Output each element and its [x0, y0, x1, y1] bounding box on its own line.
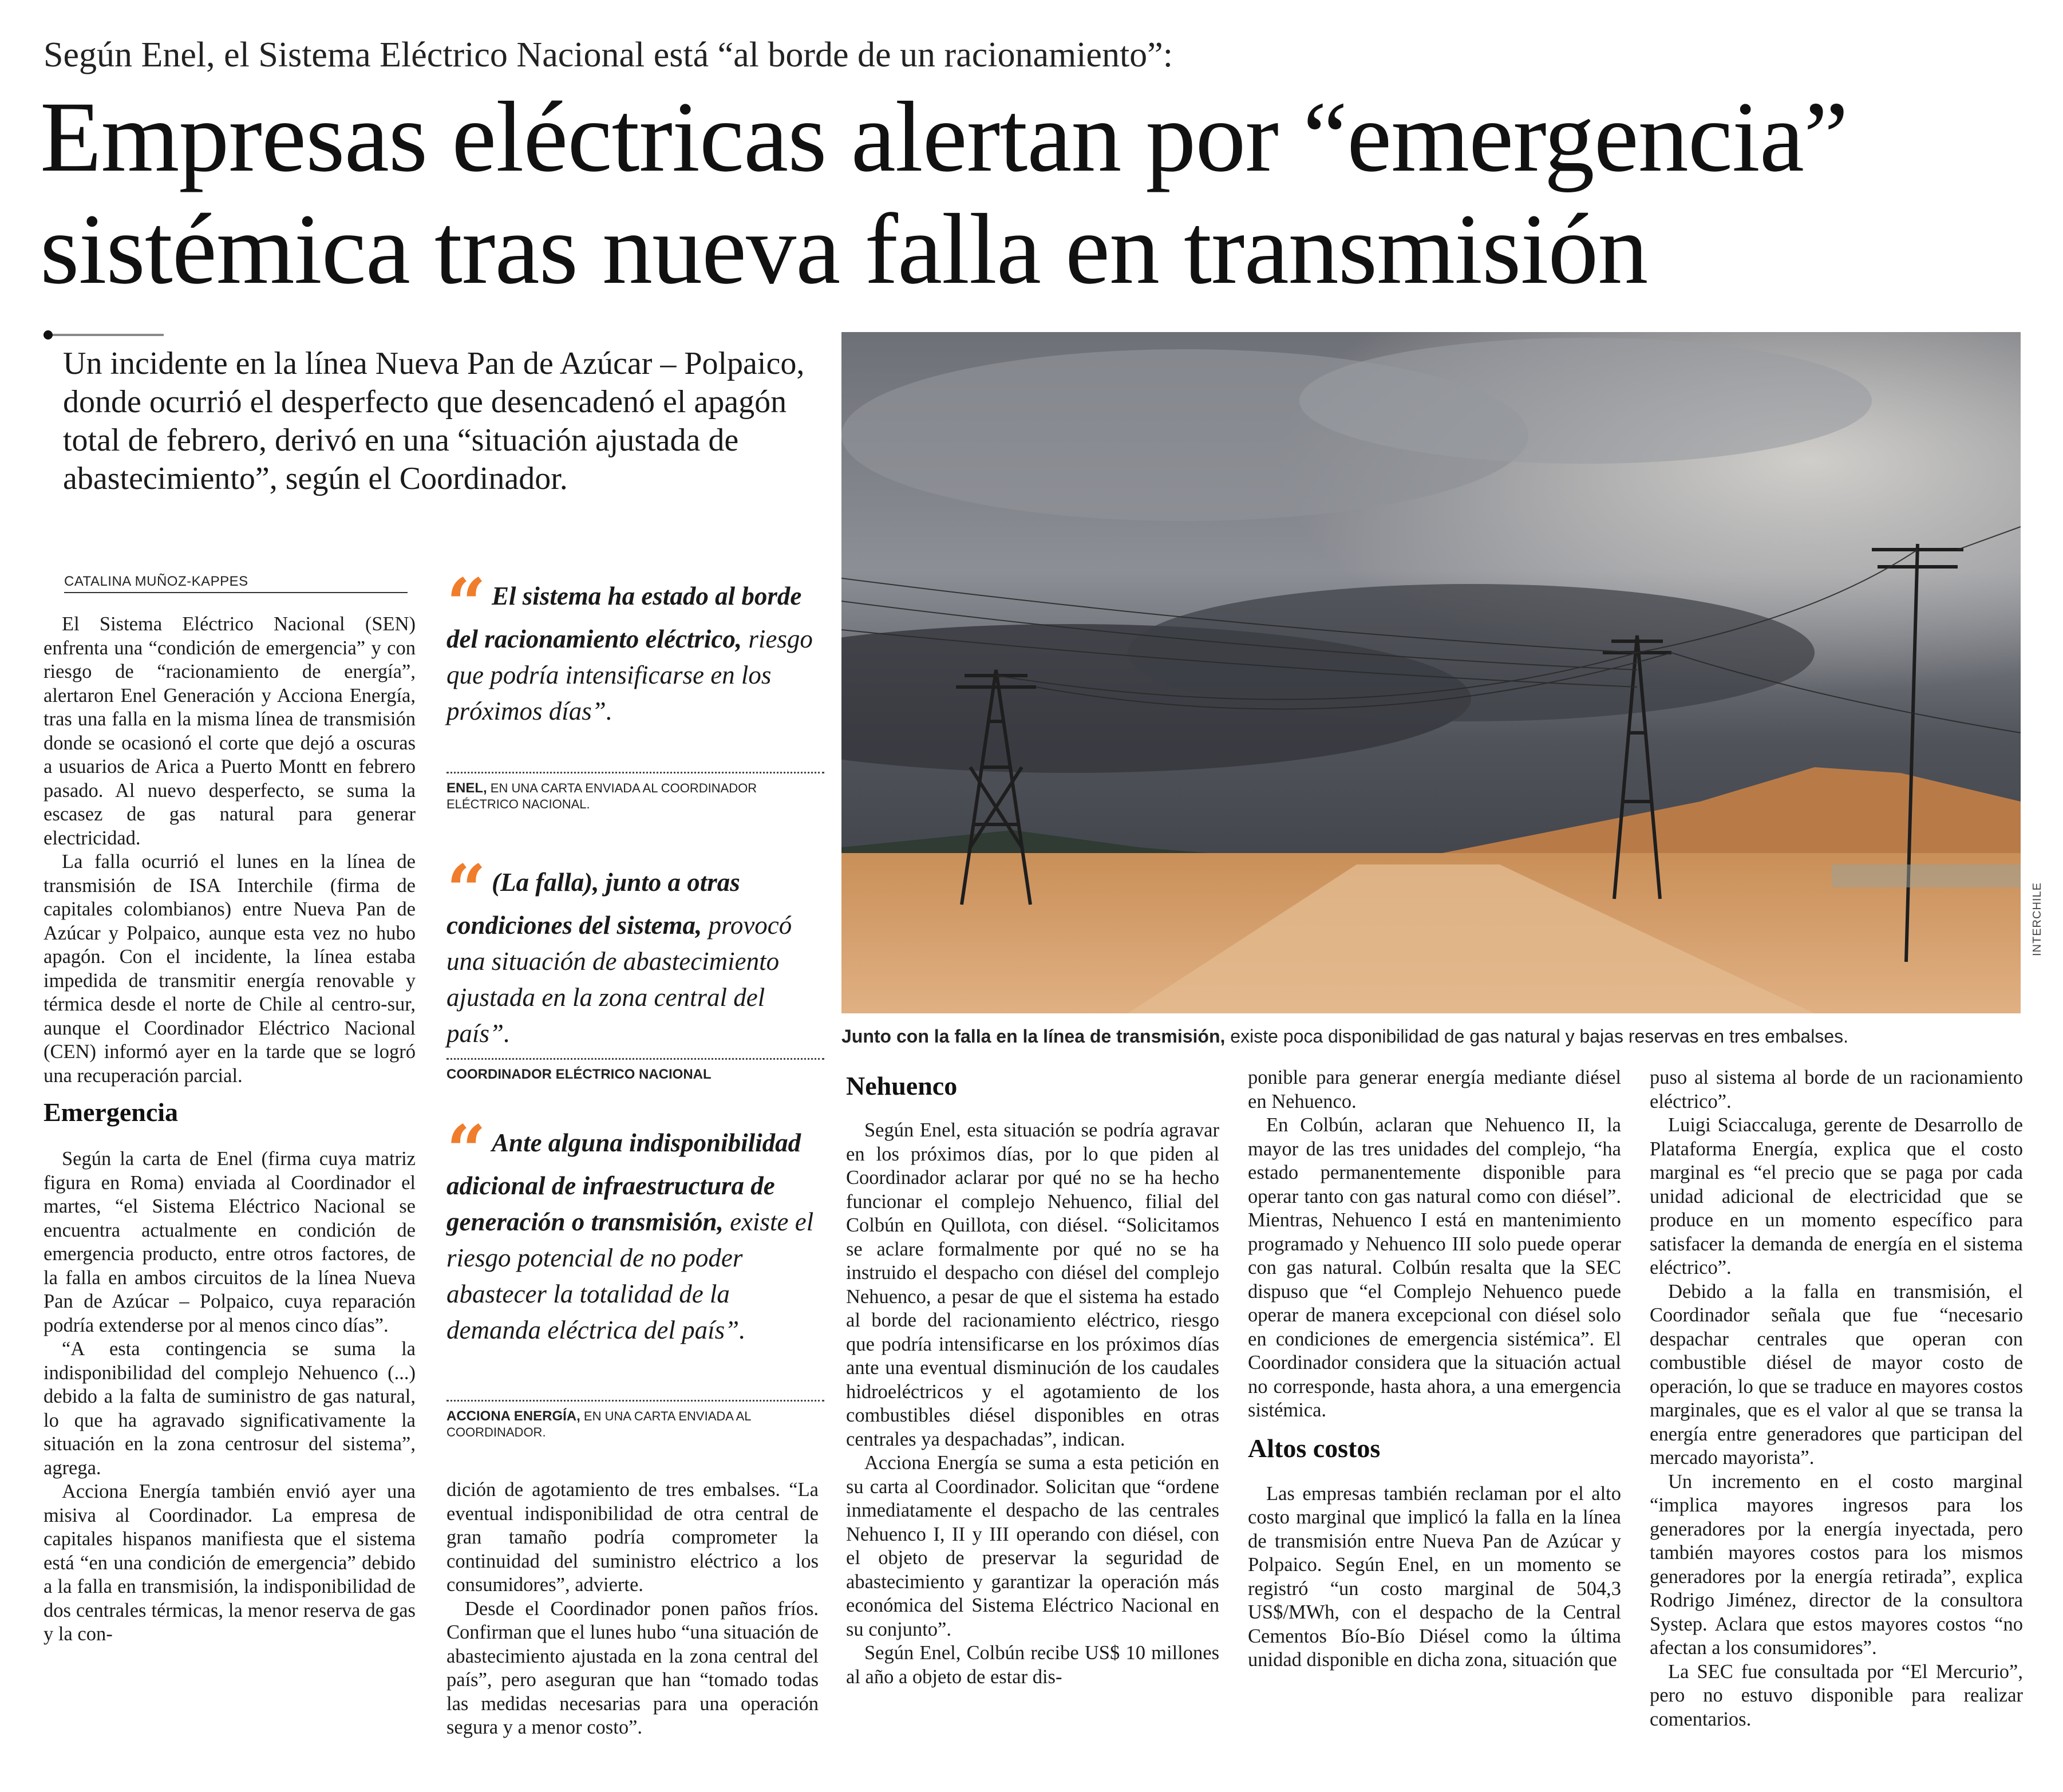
paragraph: En Colbún, aclaran que Nehuenco II, la mayor de las tres unidades del complejo, “ha estado permanentemente disponible para operar tanto con gas natural como con diésel”. Mientras, Nehuenco I está en mantenimiento programado y Nehuenco III solo puede operar con gas natural. Colbún resalta que la SEC dispuso que “el Complejo Nehuenco puede operar de manera excepcional con diésel solo en condiciones de emergencia sistémica”. El Coordinador considera que la situación actual no corresponde, hasta ahora, a una emergencia sistémica. [1248, 1114, 1621, 1421]
subhead-emergencia: Emergencia [44, 1098, 179, 1127]
quote-mark-icon: “ [446, 1110, 487, 1191]
paragraph: “A esta contingencia se suma la indisponibilidad del complejo Nehuenco (...) debido a la falta de suministro de gas natural, lo que ha agravado significativamente la situación en la zona centrosur del sistema”, agrega. [44, 1338, 416, 1479]
quote-attribution-1: ENEL, EN UNA CARTA ENVIADA AL COORDINADOR ELÉCTRICO NACIONAL. [446, 772, 824, 812]
lede-rule [44, 334, 164, 336]
paragraph: Acciona Energía se suma a esta petición en su carta al Coordinador. Solicitan que “ordene inmediatamente el despacho de las centrales Nehuenco I, II y III operando con diésel, con el objeto de preservar la seguridad de abastecimiento y garantizar la operación más económica del Sistema Eléctrico Nacional en su conjunto”. [846, 1452, 1219, 1640]
paragraph: ponible para generar energía mediante diésel en Nehuenco. [1248, 1067, 1621, 1112]
paragraph: Las empresas también reclaman por el alto costo marginal que implicó la falla en la línea de transmisión entre Nueva Pan de Azúcar y Polpaico. Según Enel, en un momento se registró “un costo marginal de 504,3 US$/MWh, con el despacho de la Central Cementos Bío-Bío Diésel como la última unidad disponible en dicha zona, situación que [1248, 1482, 1621, 1671]
paragraph: dición de agotamiento de tres embalses. “La eventual indisponibilidad de otra central de gran tamaño podría comprometer la continuidad del suministro eléctrico a los consumidores”, advierte. [446, 1479, 819, 1596]
kicker: Según Enel, el Sistema Eléctrico Nacional está “al borde de un racionamiento”: [44, 35, 1173, 74]
pull-quote-2: “ (La falla), junto a otras condiciones del sistema, provocó una situación de abastecimiento ajustada en la zona central del país”. [446, 850, 792, 1048]
column-3 [846, 1069, 1219, 1689]
column-2 [446, 1478, 819, 1740]
photo-transmission-towers [841, 332, 2021, 1013]
quote-attribution-2: COORDINADOR ELÉCTRICO NACIONAL [446, 1058, 824, 1083]
landscape-photo [841, 332, 2021, 1013]
byline: CATALINA MUÑOZ-KAPPES [64, 574, 408, 593]
paragraph: Según Enel, esta situación se podría agravar en los próximos días, por lo que piden al Coordinador aclarar por qué no se ha hecho funcionar el complejo Nehuenco, filial del Colbún en Quillota, con diésel. “Solicitamos se aclare formalmente por qué no se ha instruido el despacho con diésel del complejo Nehuenco, a pesar de que el sistema ha estado al borde del racionamiento eléctrico, riesgo que podría intensificarse en los próximos días ante una eventual disminución de los caudales hidroeléctricos y el agotamiento de los combustibles diésel disponibles en otras centrales ya despachadas”, indican. [846, 1119, 1219, 1450]
column-5 [1650, 1066, 2023, 1731]
paragraph: Según la carta de Enel (firma cuya matriz figura en Roma) enviada al Coordinador el martes, “el Sistema Eléctrico Nacional se encuentra actualmente en condición de emergencia producto, entre otros factores, de la falla en ambos circuitos de la línea Nueva Pan de Azúcar – Polpaico, cuya reparación podría extenderse por al menos cinco días”. [44, 1148, 416, 1336]
quote-mark-icon: “ [446, 850, 487, 930]
pull-quote-1: “ El sistema ha estado al borde del racionamiento eléctrico, riesgo que podría intensificarse en los próximos días”. [446, 563, 813, 725]
paragraph: puso al sistema al borde de un racionamiento eléctrico”. [1650, 1067, 2023, 1112]
quote-attribution-3: ACCIONA ENERGÍA, EN UNA CARTA ENVIADA AL COORDINADOR. [446, 1400, 824, 1440]
column-1 [44, 613, 416, 1647]
paragraph: La SEC fue consultada por “El Mercurio”, pero no estuvo disponible para realizar comentarios. [1650, 1660, 2023, 1730]
paragraph: Desde el Coordinador ponen paños fríos. Confirman que el lunes hubo “una situación de abastecimiento ajustada en la zona central del país”, pero aseguran que han “tomado todas las medidas necesarias para una operación segura y a menor costo”. [446, 1597, 819, 1738]
photo-credit: INTERCHILE [2031, 882, 2044, 956]
headline-line-2: sistémica tras nueva falla en transmisión [40, 194, 1648, 305]
paragraph: Según Enel, Colbún recibe US$ 10 millones al año a objeto de estar dis- [846, 1642, 1219, 1688]
paragraph: Debido a la falla en transmisión, el Coordinador señala que fue “necesario despachar centrales que operan con combustible diésel de mayor costo de operación, lo que se traduce en mayores costos marginales, que es el valor al que se transa la energía entre generadores que participan del mercado mayorista”. [1650, 1280, 2023, 1469]
column-4 [1248, 1066, 1621, 1672]
subhead-altos-costos: Altos costos [1248, 1433, 1381, 1463]
subhead-nehuenco: Nehuenco [846, 1071, 958, 1100]
paragraph: Un incremento en el costo marginal “implica mayores ingresos para los generadores por la energía inyectada, pero también mayores costos para los mismos generadores por la energía retirada”, explica Rodrigo Jiménez, director de la consultora Systep. Aclara que estos mayores costos “no afectan a los consumidores”. [1650, 1470, 2023, 1659]
quote-mark-icon: “ [446, 563, 487, 644]
photo-caption: Junto con la falla en la línea de transmisión, existe poca disponibilidad de gas natural y bajas reservas en tres embalses. [841, 1026, 1848, 1047]
headline-line-1: Empresas eléctricas alertan por “emergencia” [40, 81, 1848, 193]
paragraph: La falla ocurrió el lunes en la línea de transmisión de ISA Interchile (firma de capitales colombianos) entre Nueva Pan de Azúcar y Polpaico, aunque esta vez no hubo apagón. Con el incidente, la línea estaba impedida de transmitir energía renovable y térmica desde el norte de Chile al centro-sur, aunque el Coordinador Eléctrico Nacional (CEN) informó ayer en la tarde que se logró una recuperación parcial. [44, 851, 416, 1087]
paragraph: Luigi Sciaccaluga, gerente de Desarrollo de Plataforma Energía, explica que el costo marginal es “el precio que se paga por cada unidad adicional de electricidad que se produce en un momento específico para satisfacer la demanda de energía en el sistema eléctrico”. [1650, 1114, 2023, 1278]
paragraph: El Sistema Eléctrico Nacional (SEN) enfrenta una “condición de emergencia” y con riesgo de “racionamiento de energía”, alertaron Enel Generación y Acciona Energía, tras una falla en la misma línea de transmisión donde se ocasionó el corte que dejó a oscuras a usuarios de Arica a Puerto Montt en febrero pasado. Al nuevo desperfecto, se suma la escasez de gas natural para generar electricidad. [44, 613, 416, 849]
lede: Un incidente en la línea Nueva Pan de Azúcar – Polpaico, donde ocurrió el desperfecto que desencadenó el apagón total de febrero, derivó en una “situación ajustada de abastecimiento”, según el Coordinador. [63, 346, 805, 496]
headline [40, 81, 2032, 306]
pull-quote-3: “ Ante alguna indisponibilidad adicional de infraestructura de generación o transmisión, existe el riesgo potencial de no poder abastecer la totalidad de la demanda eléctrica del país”. [446, 1110, 814, 1344]
paragraph: Acciona Energía también envió ayer una misiva al Coordinador. La empresa de capitales hispanos manifiesta que el sistema está “en una condición de emergencia” debido a la falla en transmisión, la indisponibilidad de dos centrales térmicas, la menor reserva de gas y la con- [44, 1481, 416, 1645]
